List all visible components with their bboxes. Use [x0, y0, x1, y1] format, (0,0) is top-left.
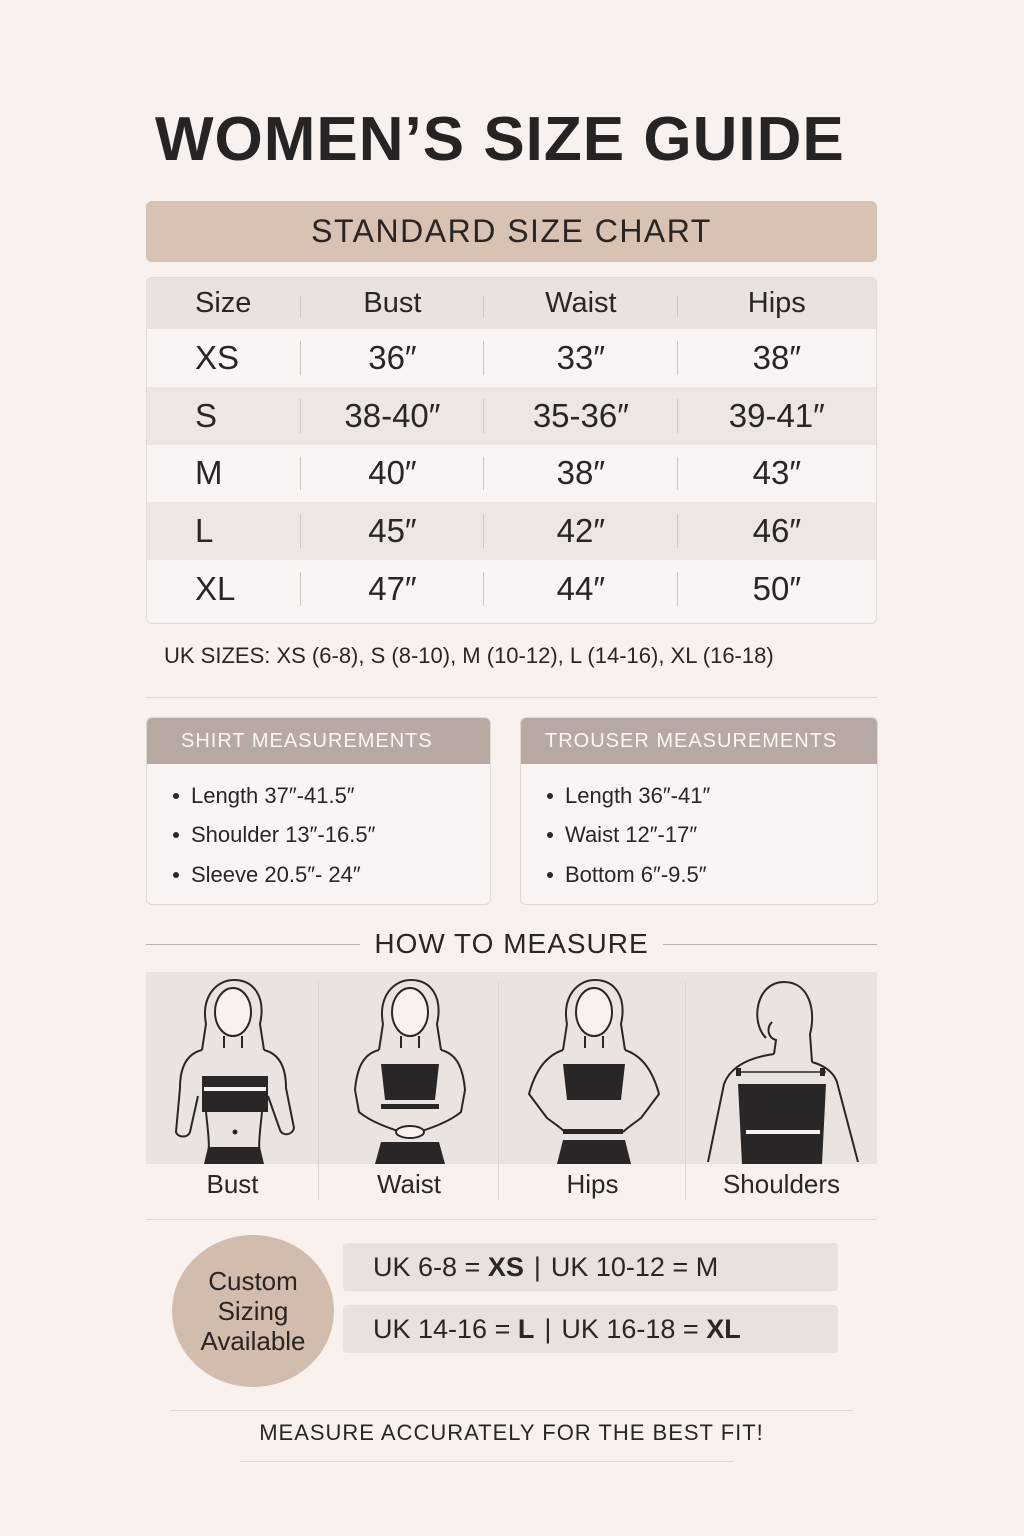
waist-figure-panel — [319, 972, 499, 1204]
hips-cell: 50″ — [752, 570, 801, 608]
how-to-measure-title: HOW TO MEASURE — [374, 928, 649, 959]
how-to-measure-figures — [146, 972, 877, 1204]
hips-figure-panel — [499, 972, 686, 1204]
hips-cell: 46″ — [752, 512, 801, 550]
size-cell: L — [147, 502, 301, 560]
waist-cell: 33″ — [484, 329, 677, 387]
list-item-text: Shoulder 13″-16.5″ — [191, 822, 376, 848]
badge-line: Sizing — [217, 1296, 289, 1326]
list-item — [547, 855, 877, 895]
list-item — [173, 816, 490, 856]
hips-cell: 43″ — [752, 454, 801, 492]
bust-cell: 40″ — [301, 445, 484, 503]
bust-cell: 38-40″ — [301, 387, 484, 445]
shirt-measurements-header: SHIRT MEASUREMENTS — [147, 718, 490, 764]
uk-conversion-row — [343, 1305, 838, 1353]
list-item-text: Sleeve 20.5″- 24″ — [191, 861, 361, 887]
list-item — [173, 855, 490, 895]
conversion-size: XL — [706, 1313, 741, 1344]
waist-cell: 44″ — [484, 560, 677, 618]
shoulders-figure-panel — [686, 972, 877, 1204]
figure-caption: Waist — [376, 1168, 442, 1199]
table-row — [147, 560, 876, 618]
conversion-size: M — [695, 1251, 719, 1282]
bullet-icon — [547, 832, 553, 838]
shirt-measurements-list — [147, 764, 490, 895]
heading-rule-left — [146, 944, 360, 945]
conversion-size: L — [517, 1313, 535, 1344]
table-header-row — [147, 278, 876, 329]
hips-cell: 39-41″ — [728, 396, 825, 434]
divider — [170, 1410, 853, 1411]
page-title: WOMEN’S SIZE GUIDE — [155, 105, 845, 174]
footer-note: MEASURE ACCURATELY FOR THE BEST FIT! — [259, 1420, 764, 1445]
hips-measure-figure-icon — [499, 972, 686, 1164]
column-header-hips: Hips — [747, 287, 806, 319]
badge-line: Available — [200, 1326, 306, 1356]
size-cell: S — [147, 387, 301, 445]
list-item — [173, 776, 490, 816]
conversion-label: UK 6-8 = — [373, 1251, 488, 1282]
divider — [146, 697, 877, 698]
hips-cell: 38″ — [752, 338, 801, 376]
bust-cell: 47″ — [301, 560, 484, 618]
list-item — [547, 816, 877, 856]
trouser-measurements-card — [520, 717, 878, 905]
list-item-text: Bottom 6″-9.5″ — [565, 861, 707, 887]
list-item-text: Length 37″-41.5″ — [191, 782, 355, 808]
bullet-icon — [173, 832, 179, 838]
conversion-separator: | — [533, 1251, 541, 1282]
shirt-measurements-card — [146, 717, 491, 905]
bust-measure-figure-icon — [146, 972, 319, 1164]
bullet-icon — [173, 793, 179, 799]
bust-cell: 45″ — [301, 502, 484, 560]
column-header-size: Size — [147, 278, 301, 329]
table-row — [147, 445, 876, 503]
size-cell: XL — [147, 560, 301, 618]
conversion-size: XS — [487, 1251, 524, 1282]
size-cell: M — [147, 445, 301, 503]
bust-cell: 36″ — [301, 329, 484, 387]
waist-cell: 42″ — [484, 502, 677, 560]
list-item-text: Length 36″-41″ — [565, 782, 711, 808]
table-row — [147, 329, 876, 387]
divider — [146, 1219, 877, 1220]
column-header-bust: Bust — [301, 278, 484, 329]
list-item — [547, 776, 877, 816]
list-item-text: Waist 12″-17″ — [565, 822, 698, 848]
conversion-label: UK 14-16 = — [373, 1313, 518, 1344]
bullet-icon — [173, 872, 179, 878]
waist-measure-figure-icon — [319, 972, 499, 1164]
size-table — [146, 277, 877, 624]
figure-caption: Hips — [566, 1168, 619, 1199]
table-row — [147, 387, 876, 445]
waist-cell: 35-36″ — [484, 387, 677, 445]
table-row — [147, 502, 876, 560]
trouser-measurements-list — [521, 764, 877, 895]
conversion-separator: | — [544, 1313, 552, 1344]
uk-sizes-note: UK SIZES: XS (6-8), S (8-10), M (10-12), L (14-16), XL (16-18) — [164, 643, 774, 668]
badge-line: Custom — [208, 1266, 298, 1296]
standard-size-chart-header: STANDARD SIZE CHART — [146, 201, 877, 262]
how-to-measure-heading — [146, 926, 877, 962]
custom-sizing-badge — [172, 1235, 334, 1387]
conversion-label: UK 16-18 = — [561, 1313, 707, 1344]
trouser-measurements-header: TROUSER MEASUREMENTS — [521, 718, 877, 764]
shoulders-measure-figure-icon — [686, 972, 877, 1164]
waist-cell: 38″ — [484, 445, 677, 503]
bullet-icon — [547, 793, 553, 799]
bust-figure-panel — [146, 972, 319, 1204]
size-cell: XS — [147, 329, 301, 387]
figure-caption: Shoulders — [722, 1168, 841, 1199]
conversion-label: UK 10-12 = — [550, 1251, 696, 1282]
bullet-icon — [547, 872, 553, 878]
divider — [240, 1461, 734, 1462]
figure-caption: Bust — [206, 1168, 259, 1199]
uk-conversion-row — [343, 1243, 838, 1291]
column-header-waist: Waist — [484, 278, 677, 329]
heading-rule-right — [663, 944, 877, 945]
